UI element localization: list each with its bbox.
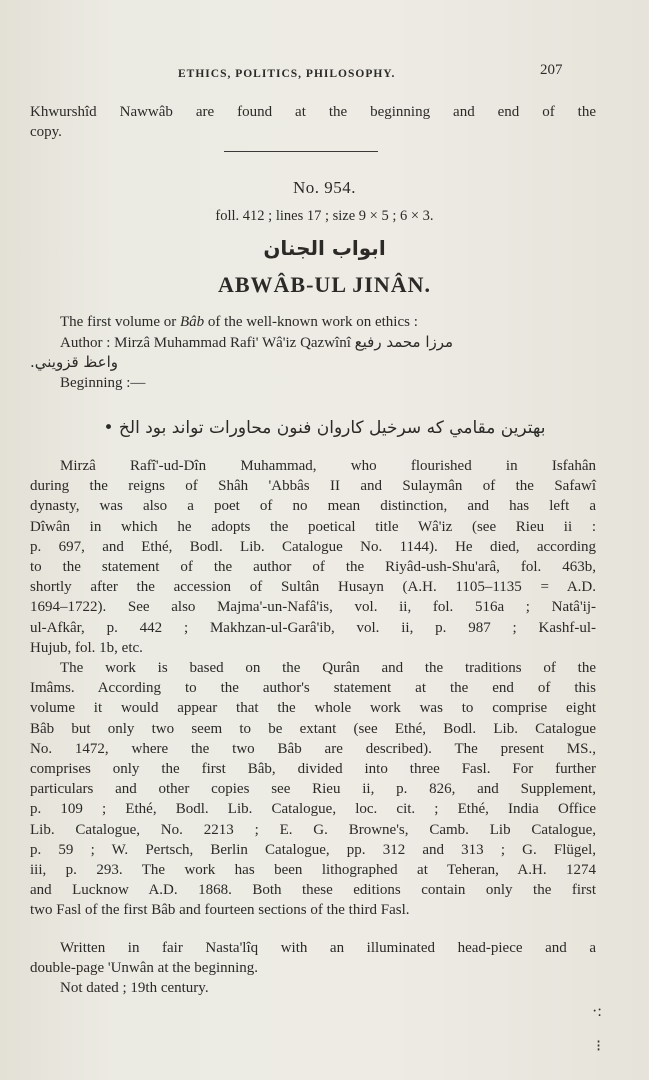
intro-bab: Bâb <box>179 314 205 330</box>
beginning-label: Beginning :— <box>60 374 146 391</box>
ink-speck: ·: <box>592 1003 602 1020</box>
text-line: Mirzâ Rafî'-ud-Dîn Muhammad, who flourished in Isfahân <box>60 458 596 474</box>
paragraph-1 <box>30 456 596 658</box>
page-number: 207 <box>540 62 563 78</box>
section-divider <box>224 151 378 152</box>
text-line: particulars and other copies see Rieu ii, p. 826, and Supplement, <box>30 781 596 798</box>
ink-speck: ⁝ <box>596 1038 602 1055</box>
text-line: p. 109 ; Ethé, Bodl. Lib. Catalogue, loc. cit. ; Ethé, India Office <box>30 801 596 818</box>
text-line: Khwurshîd Nawwâb are found at the beginning and end of the <box>30 104 596 120</box>
carryover-text <box>30 102 596 142</box>
paragraph-2 <box>30 658 596 920</box>
text-line: ul-Afkâr, p. 442 ; Makhzan-ul-Garâ'ib, vol. ii, p. 987 ; Kashf-ul- <box>30 619 596 636</box>
text-line: shortly after the accession of Sultân Husayn (A.H. 1105–1135 = A.D. <box>30 579 596 596</box>
author-arabic-continued: واعظ قزويني. <box>30 353 119 372</box>
text-line: iii, p. 293. The work has been lithographed at Teheran, A.H. 1274 <box>30 861 596 878</box>
text-line: and Lucknow A.D. 1868. Both these editions contain only the first <box>30 882 596 899</box>
text-line: double-page 'Unwân at the beginning. <box>30 960 259 977</box>
intro-line <box>30 312 596 332</box>
text-line: dynasty, was also a poet of no mean distinction, and has left a <box>30 498 596 515</box>
author-arabic-line <box>30 352 596 372</box>
text-line: Imâms. According to the author's statement at the end of this <box>30 680 596 697</box>
date-line: Not dated ; 19th century. <box>60 980 209 997</box>
text-line: two Fasl of the first Bâb and fourteen sections of the third Fasl. <box>30 902 410 919</box>
beginning-arabic: بهترين مقامي كه سرخيل كاروان فنون محاورات تواند بود الخ • <box>103 418 546 438</box>
text-line: Bâb but only two seem to be extant (see Ethé, Bodl. Lib. Catalogue <box>30 720 596 737</box>
author-text: Author : Mirzâ Muhammad Rafi' Wâ'iz Qazwînî <box>60 335 351 352</box>
entry-number: No. 954. <box>292 178 357 197</box>
text-line: volume it would appear that the whole work was to comprise eight <box>30 700 596 717</box>
text-line: p. 697, and Ethé, Bodl. Lib. Catalogue No. 1144). He died, according <box>30 538 596 555</box>
paragraph-3 <box>30 938 596 999</box>
text-line: Written in fair Nasta'lîq with an illuminated head-piece and a <box>60 940 596 956</box>
entry-collation: foll. 412 ; lines 17 ; size 9 × 5 ; 6 × 3. <box>215 208 434 224</box>
text-line: comprises only the first Bâb, divided into three Fasl. For further <box>30 760 596 777</box>
text-line: p. 59 ; W. Pertsch, Berlin Catalogue, pp. 312 and 313 ; G. Flügel, <box>30 841 596 858</box>
entry-arabic-title: ابواب الجنان <box>263 236 386 260</box>
author-arabic: مرزا محمد رفيع <box>354 333 454 352</box>
text-line: The work is based on the Qurân and the traditions of the <box>60 660 596 676</box>
text-line: Hujub, fol. 1b, etc. <box>30 639 143 656</box>
text-line: No. 1472, where the two Bâb are described). The present MS., <box>30 740 596 757</box>
author-line <box>30 332 596 352</box>
text-line: to the statement of the author of the Riyâd-ush-Shu'arâ, fol. 463b, <box>30 558 596 575</box>
text-line: 1694–1722). See also Majma'-un-Nafâ'is, vol. ii, fol. 516a ; Natâ'ij- <box>30 599 596 616</box>
intro-text: The first volume or <box>60 314 180 330</box>
entry-title: ABWÂB-UL JINÂN. <box>217 272 432 297</box>
text-line: during the reigns of Shâh 'Abbâs II and Sulaymân of the Safawî <box>30 478 596 495</box>
text-line: Dîwân in which he adopts the poetical title Wâ'iz (see Rieu ii : <box>30 518 596 535</box>
entry-intro <box>30 312 596 393</box>
intro-text-end: of the well-known work on ethics : <box>204 314 418 330</box>
running-head: ETHICS, POLITICS, PHILOSOPHY. <box>178 68 396 80</box>
text-line: copy. <box>30 124 62 141</box>
text-line: Lib. Catalogue, No. 2213 ; E. G. Browne's, Camb. Lib Catalogue, <box>30 821 596 838</box>
